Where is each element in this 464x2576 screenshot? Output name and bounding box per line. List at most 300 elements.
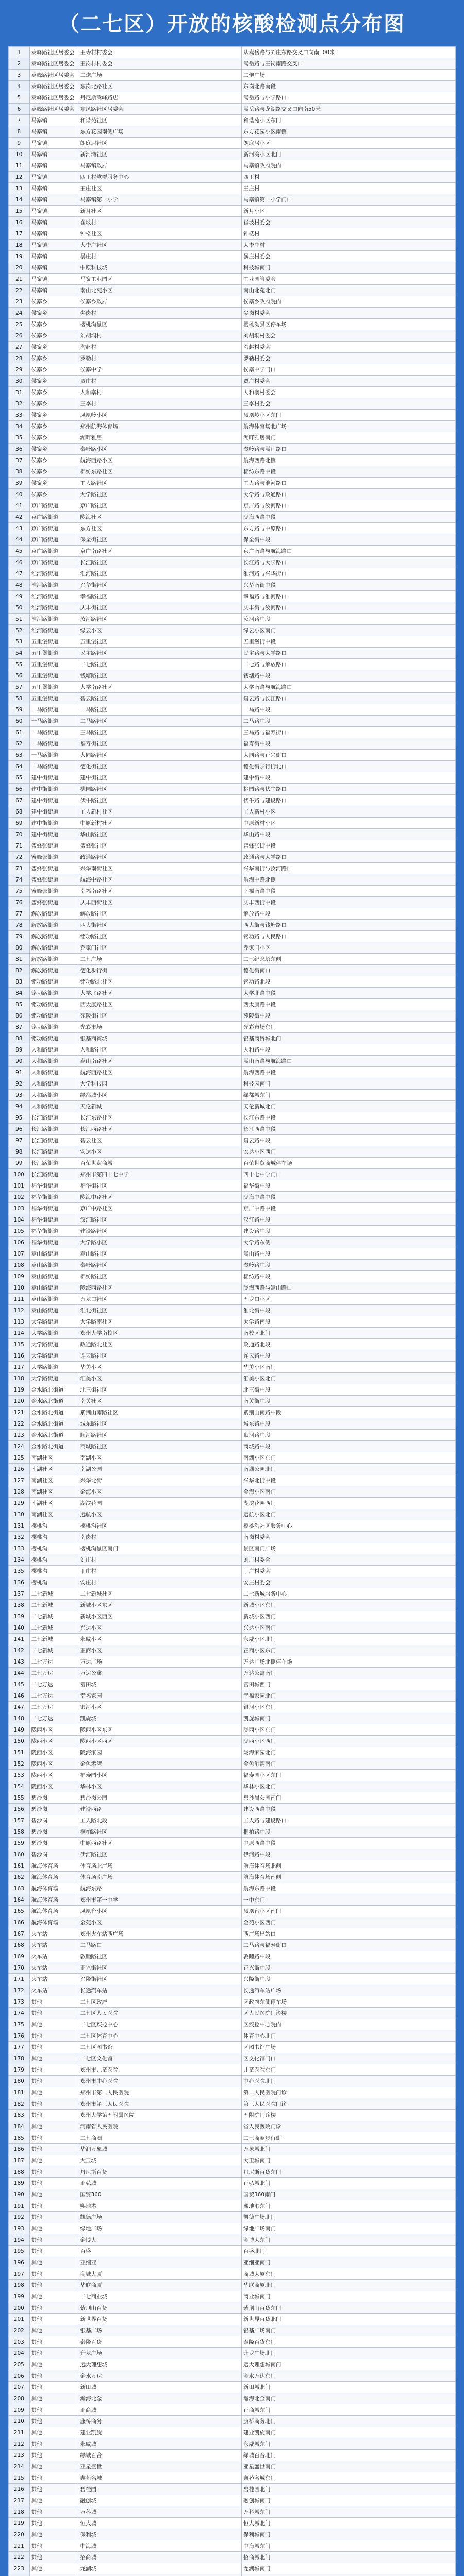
table-row: [9, 670, 456, 682]
row-site-name: 顺河路社区: [78, 1430, 242, 1441]
table-row: [9, 2257, 456, 2268]
row-site-name: 二七商圈: [78, 2132, 242, 2144]
row-address: 大学北路中段: [241, 988, 455, 999]
row-address: 省人民医院门诊: [241, 2121, 455, 2132]
table-row: [9, 2348, 456, 2359]
row-number: 216: [9, 2484, 30, 2495]
row-address: 航海西路北侧: [241, 455, 455, 466]
row-number: 119: [9, 1384, 30, 1396]
row-address: 中原新村小区: [241, 818, 455, 829]
row-address: 湖畔雅居南门: [241, 432, 455, 444]
row-district: 其他: [29, 2189, 78, 2200]
row-site-name: 汉江路社区: [78, 1214, 242, 1226]
row-number: 25: [9, 319, 30, 330]
table-row: [9, 1396, 456, 1407]
table-row: [9, 2495, 456, 2506]
table-row: [9, 2200, 456, 2212]
row-district: 五里堡街道: [29, 636, 78, 648]
row-district: 嵩峰路社区居委会: [29, 47, 78, 58]
row-site-name: 南山北苑小区: [78, 285, 242, 296]
row-address: 瀚海北金南门: [241, 2393, 455, 2404]
table-row: [9, 976, 456, 988]
row-address: 华山路中段: [241, 829, 455, 840]
table-row: [9, 1962, 456, 1974]
row-address: 汉江路中段: [241, 1214, 455, 1226]
row-number: 124: [9, 1441, 30, 1452]
row-site-name: 亚星盛世: [78, 2461, 242, 2472]
row-district: 樱桃沟: [29, 1566, 78, 1577]
row-address: 富田城西门: [241, 1679, 455, 1690]
row-address: 银基商贸城北门: [241, 1033, 455, 1044]
row-number: 11: [9, 160, 30, 172]
table-row: [9, 886, 456, 897]
row-district: 侯寨乡: [29, 444, 78, 455]
row-site-name: 二七商业城: [78, 2291, 242, 2302]
row-address: 解放路中段: [241, 908, 455, 920]
table-row: [9, 772, 456, 784]
row-site-name: 万达公寓: [78, 1668, 242, 1679]
row-address: 南校区北门: [241, 1328, 455, 1339]
row-site-name: 天伦新城: [78, 1101, 242, 1112]
row-number: 140: [9, 1622, 30, 1634]
row-number: 130: [9, 1509, 30, 1520]
row-site-name: 正兴街社区: [78, 1962, 242, 1974]
row-district: 蜜蜂张街道: [29, 852, 78, 863]
row-address: 京广南路与航海路口: [241, 546, 455, 557]
row-district: 蜜蜂张街道: [29, 840, 78, 852]
row-site-name: 远大理想城: [78, 2359, 242, 2370]
row-number: 90: [9, 1056, 30, 1067]
row-number: 210: [9, 2416, 30, 2427]
table-row: [9, 1294, 456, 1305]
row-number: 193: [9, 2223, 30, 2234]
row-site-name: 远航小区: [78, 1509, 242, 1520]
table-row: [9, 1214, 456, 1226]
row-number: 59: [9, 704, 30, 716]
table-row: [9, 2087, 456, 2098]
table-row: [9, 1838, 456, 1849]
row-address: 民主路与大学路口: [241, 648, 455, 659]
row-site-name: 五里堡社区: [78, 636, 242, 648]
row-number: 118: [9, 1373, 30, 1384]
row-number: 203: [9, 2336, 30, 2348]
row-site-name: 凯德广场: [78, 2212, 242, 2223]
row-district: 蜜蜂张街道: [29, 874, 78, 886]
row-number: 43: [9, 523, 30, 534]
row-site-name: 新河湾社区: [78, 149, 242, 160]
row-district: 淮河路街道: [29, 625, 78, 636]
row-site-name: 龙湖城: [78, 2563, 242, 2574]
row-district: 一马路街道: [29, 727, 78, 738]
row-district: 马寨镇: [29, 115, 78, 126]
row-district: 南湖社区: [29, 1498, 78, 1509]
row-district: 其他: [29, 2053, 78, 2064]
row-site-name: 棉纺路社区: [78, 1271, 242, 1282]
row-number: 37: [9, 455, 30, 466]
table-row: [9, 2246, 456, 2257]
table-row: [9, 2042, 456, 2053]
table-row: [9, 376, 456, 387]
row-district: 其他: [29, 2268, 78, 2280]
row-address: 航海体育场南侧: [241, 1872, 455, 1883]
row-number: 144: [9, 1668, 30, 1679]
row-district: 陇西小区: [29, 1736, 78, 1747]
row-address: 航海中路北侧: [241, 874, 455, 886]
row-number: 89: [9, 1044, 30, 1056]
row-address: 康桥商务北门: [241, 2416, 455, 2427]
row-address: 工业园管委会: [241, 274, 455, 285]
row-number: 199: [9, 2291, 30, 2302]
row-address: 工人路与建设路口: [241, 1815, 455, 1826]
row-address: 航海西路中段: [241, 1067, 455, 1078]
row-address: 铭功路北段: [241, 976, 455, 988]
row-site-name: 京广路社区: [78, 500, 242, 512]
row-district: 其他: [29, 2461, 78, 2472]
row-number: 123: [9, 1430, 30, 1441]
row-district: 火车站: [29, 1985, 78, 1996]
row-number: 176: [9, 2030, 30, 2042]
row-address: 城东路中段: [241, 1418, 455, 1430]
row-district: 火车站: [29, 1928, 78, 1940]
row-site-name: 宏达小区: [78, 1146, 242, 1158]
row-site-name: 陇海家园: [78, 1747, 242, 1758]
row-site-name: 淮北街社区: [78, 1305, 242, 1316]
table-row: [9, 1146, 456, 1158]
row-district: 其他: [29, 2370, 78, 2382]
row-district: 人和路街道: [29, 1067, 78, 1078]
row-site-name: 金色港湾: [78, 1758, 242, 1770]
row-address: 天伦新城北门: [241, 1101, 455, 1112]
row-address: [241, 2574, 455, 2576]
row-address: 伏牛路与建设路口: [241, 795, 455, 806]
row-site-name: 大学路社区: [78, 489, 242, 500]
row-address: 德化街步行街北口: [241, 761, 455, 772]
row-district: 马寨镇: [29, 217, 78, 228]
row-district: 侯寨乡: [29, 410, 78, 421]
row-site-name: [78, 2574, 242, 2576]
table-body: [9, 47, 456, 2576]
row-district: 二七万达: [29, 1668, 78, 1679]
row-district: 航海体育场: [29, 1883, 78, 1894]
row-number: 18: [9, 240, 30, 251]
row-site-name: 华联商厦: [78, 2280, 242, 2291]
row-site-name: 长途汽车站: [78, 1985, 242, 1996]
row-district: 其他: [29, 2427, 78, 2438]
row-number: 3: [9, 70, 30, 81]
table-row: [9, 2291, 456, 2302]
row-site-name: 湖滨花园: [78, 1498, 242, 1509]
row-district: 二七新城: [29, 1600, 78, 1611]
table-row: [9, 2506, 456, 2518]
table-row: [9, 1124, 456, 1135]
row-site-name: 兴达小区: [78, 1622, 242, 1634]
row-number: 95: [9, 1112, 30, 1124]
table-row: [9, 1135, 456, 1146]
row-address: 政通路北段: [241, 1339, 455, 1350]
row-address: 金苑小区西门: [241, 1917, 455, 1928]
row-district: 马寨镇: [29, 138, 78, 149]
row-address: 招商城北门: [241, 2552, 455, 2563]
row-district: 淮河路街道: [29, 568, 78, 580]
row-address: 恒大城北门: [241, 2518, 455, 2529]
table-row: [9, 1033, 456, 1044]
row-address: 幸福家园北门: [241, 1690, 455, 1702]
table-row: [9, 954, 456, 965]
row-district: 福华街街道: [29, 1192, 78, 1203]
table-row: [9, 580, 456, 591]
row-number: 15: [9, 206, 30, 217]
row-site-name: 王岗村村委会: [78, 58, 242, 70]
row-district: 樱桃沟: [29, 1554, 78, 1566]
row-address: 南关街中段: [241, 1396, 455, 1407]
table-row: [9, 852, 456, 863]
row-district: 马寨镇: [29, 262, 78, 274]
table-row: [9, 2132, 456, 2144]
title-bar: [0, 0, 464, 44]
row-number: 122: [9, 1418, 30, 1430]
row-district: 铭功路街道: [29, 1033, 78, 1044]
row-district: 侯寨乡: [29, 466, 78, 478]
row-site-name: 银河小区: [78, 1702, 242, 1713]
row-site-name: 王庄社区: [78, 183, 242, 194]
row-number: 214: [9, 2461, 30, 2472]
table-row: [9, 1622, 456, 1634]
row-district: 其他: [29, 2348, 78, 2359]
row-number: 102: [9, 1192, 30, 1203]
row-district: 解放路街道: [29, 965, 78, 976]
row-site-name: 丁庄村: [78, 1566, 242, 1577]
table-row: [9, 2280, 456, 2291]
row-number: 29: [9, 364, 30, 376]
row-site-name: 工人路北段: [78, 1815, 242, 1826]
row-address: 长江西路中段: [241, 1124, 455, 1135]
row-address: 第三人民医院门诊: [241, 2098, 455, 2110]
row-number: 56: [9, 670, 30, 682]
row-number: 9: [9, 138, 30, 149]
row-district: 二七万达: [29, 1702, 78, 1713]
row-number: 218: [9, 2506, 30, 2518]
row-site-name: 二七区政府: [78, 1996, 242, 2008]
row-number: 46: [9, 557, 30, 568]
row-address: 幸福路与淮河路口: [241, 591, 455, 602]
row-number: 195: [9, 2246, 30, 2257]
row-number: 32: [9, 398, 30, 410]
row-district: 福华街街道: [29, 1203, 78, 1214]
table-row: [9, 2393, 456, 2404]
row-address: 嵩岳路与小学路口: [241, 92, 455, 104]
row-address: 保全街中段: [241, 534, 455, 546]
row-district: 碧沙岗: [29, 1804, 78, 1815]
row-address: 陇西小区西门: [241, 1736, 455, 1747]
row-number: 108: [9, 1260, 30, 1271]
row-address: 沟赵村委会: [241, 342, 455, 353]
table-row: [9, 217, 456, 228]
row-number: 147: [9, 1702, 30, 1713]
row-site-name: 三李村: [78, 398, 242, 410]
table-row: [9, 2461, 456, 2472]
table-row: [9, 1180, 456, 1192]
row-address: 金水万达东门: [241, 2370, 455, 2382]
table-row: [9, 1010, 456, 1022]
table-row: [9, 1384, 456, 1396]
row-site-name: 民主路社区: [78, 648, 242, 659]
row-number: 125: [9, 1452, 30, 1464]
row-number: 181: [9, 2087, 30, 2098]
row-number: 28: [9, 353, 30, 364]
row-address: 航海体育场北广场: [241, 421, 455, 432]
row-address: 建设西路中段: [241, 1804, 455, 1815]
page-title: （二七区）开放的核酸检测点分布图: [59, 12, 405, 36]
row-number: 183: [9, 2110, 30, 2121]
row-address: 马寨镇第一小学门口: [241, 194, 455, 206]
row-number: 139: [9, 1611, 30, 1622]
table-row: [9, 1237, 456, 1248]
row-address: 二七商圈步行街: [241, 2132, 455, 2144]
row-number: 165: [9, 1906, 30, 1917]
row-number: 80: [9, 942, 30, 954]
row-district: 其他: [29, 2552, 78, 2563]
row-district: 陇西小区: [29, 1781, 78, 1792]
row-address: 蜜蜂张街中段: [241, 840, 455, 852]
table-row: [9, 2030, 456, 2042]
table-row: [9, 1690, 456, 1702]
table-row: [9, 1713, 456, 1724]
row-district: 福华街街道: [29, 1214, 78, 1226]
table-row: [9, 534, 456, 546]
row-address: 伊河路中段: [241, 1849, 455, 1860]
row-address: 京广路与汝河路口: [241, 500, 455, 512]
table-row: [9, 1781, 456, 1792]
row-address: 二炮广场: [241, 70, 455, 81]
table-row: [9, 1078, 456, 1090]
row-number: 159: [9, 1838, 30, 1849]
row-number: 35: [9, 432, 30, 444]
row-district: 二七新城: [29, 1622, 78, 1634]
row-district: 长江路街道: [29, 1112, 78, 1124]
table-row: [9, 444, 456, 455]
table-row: [9, 1305, 456, 1316]
table-row: [9, 2234, 456, 2246]
row-address: 金色港湾南门: [241, 1758, 455, 1770]
table-row: [9, 1520, 456, 1532]
row-address: 棉纺路中段: [241, 1271, 455, 1282]
row-site-name: 大学路南社区: [78, 1316, 242, 1328]
row-number: 47: [9, 568, 30, 580]
row-address: 华林小区北门: [241, 1781, 455, 1792]
row-district: 樱桃沟: [29, 1532, 78, 1543]
row-address: 新月小区: [241, 206, 455, 217]
row-district: 碧沙岗: [29, 1815, 78, 1826]
row-address: 福寿园小区东门: [241, 1770, 455, 1781]
row-address: 亚星盛世南门: [241, 2461, 455, 2472]
table-row: [9, 2404, 456, 2416]
table-row: [9, 1656, 456, 1668]
row-number: 44: [9, 534, 30, 546]
row-address: 远航小区北门: [241, 1509, 455, 1520]
row-number: 152: [9, 1758, 30, 1770]
row-address: 工人路与淮河路口: [241, 478, 455, 489]
table-row: [9, 682, 456, 693]
row-number: 134: [9, 1554, 30, 1566]
row-number: 63: [9, 750, 30, 761]
table-row: [9, 1577, 456, 1588]
row-site-name: 郑州大学南校区: [78, 1328, 242, 1339]
row-number: 145: [9, 1679, 30, 1690]
row-number: 73: [9, 863, 30, 874]
row-site-name: 航海中路社区: [78, 874, 242, 886]
row-district: 南湖社区: [29, 1486, 78, 1498]
row-address: 南岗村委会: [241, 1532, 455, 1543]
row-address: 远大理想城南门: [241, 2359, 455, 2370]
row-address: 中原西路中段: [241, 1838, 455, 1849]
table-row: [9, 2370, 456, 2382]
row-site-name: 樱桃沟社区: [78, 1520, 242, 1532]
table-row: [9, 1101, 456, 1112]
row-number: 41: [9, 500, 30, 512]
table-row: [9, 1158, 456, 1169]
row-district: 其他: [29, 2382, 78, 2393]
row-address: 湖滨花园西门: [241, 1498, 455, 1509]
row-site-name: 招商城: [78, 2552, 242, 2563]
table-row: [9, 478, 456, 489]
row-district: 蜜蜂张街道: [29, 897, 78, 908]
row-number: 105: [9, 1226, 30, 1237]
row-number: 34: [9, 421, 30, 432]
row-number: 172: [9, 1985, 30, 1996]
row-address: 和谐苑小区东门: [241, 115, 455, 126]
table-row: [9, 908, 456, 920]
row-address: 凯旋城南门: [241, 1713, 455, 1724]
row-number: 129: [9, 1498, 30, 1509]
row-address: 丹尼斯百货东门: [241, 2166, 455, 2178]
table-row: [9, 58, 456, 70]
row-district: 侯寨乡: [29, 308, 78, 319]
row-site-name: 棉纺东路社区: [78, 466, 242, 478]
table-row: [9, 398, 456, 410]
table-row: [9, 727, 456, 738]
row-address: 大同路与正兴街口: [241, 750, 455, 761]
row-address: 二马路中段: [241, 716, 455, 727]
row-district: 其他: [29, 2484, 78, 2495]
row-address: 暴庄村委会: [241, 251, 455, 262]
row-address: 五里堡街中段: [241, 636, 455, 648]
row-district: 嵩山路街道: [29, 1294, 78, 1305]
row-address: 侯寨中学门口: [241, 364, 455, 376]
row-site-name: 建设西路: [78, 1804, 242, 1815]
row-number: 167: [9, 1928, 30, 1940]
row-address: 区人民医院门诊楼: [241, 2008, 455, 2019]
table-row: [9, 228, 456, 240]
row-number: 164: [9, 1894, 30, 1906]
row-district: 五里堡街道: [29, 682, 78, 693]
row-number: 173: [9, 1996, 30, 2008]
row-district: 人和路街道: [29, 1090, 78, 1101]
row-number: 75: [9, 886, 30, 897]
table-row: [9, 602, 456, 614]
row-number: 23: [9, 296, 30, 308]
row-district: 南湖社区: [29, 1509, 78, 1520]
row-site-name: 郑州市第二人民医院: [78, 2087, 242, 2098]
row-district: 南湖社区: [29, 1452, 78, 1464]
row-district: 侯寨乡: [29, 330, 78, 342]
table-row: [9, 104, 456, 115]
table-row: [9, 1600, 456, 1611]
row-number: 148: [9, 1713, 30, 1724]
row-district: 其他: [29, 2495, 78, 2506]
testing-site-table: [8, 46, 456, 2576]
row-number: 206: [9, 2370, 30, 2382]
row-address: 建设路中段: [241, 1226, 455, 1237]
